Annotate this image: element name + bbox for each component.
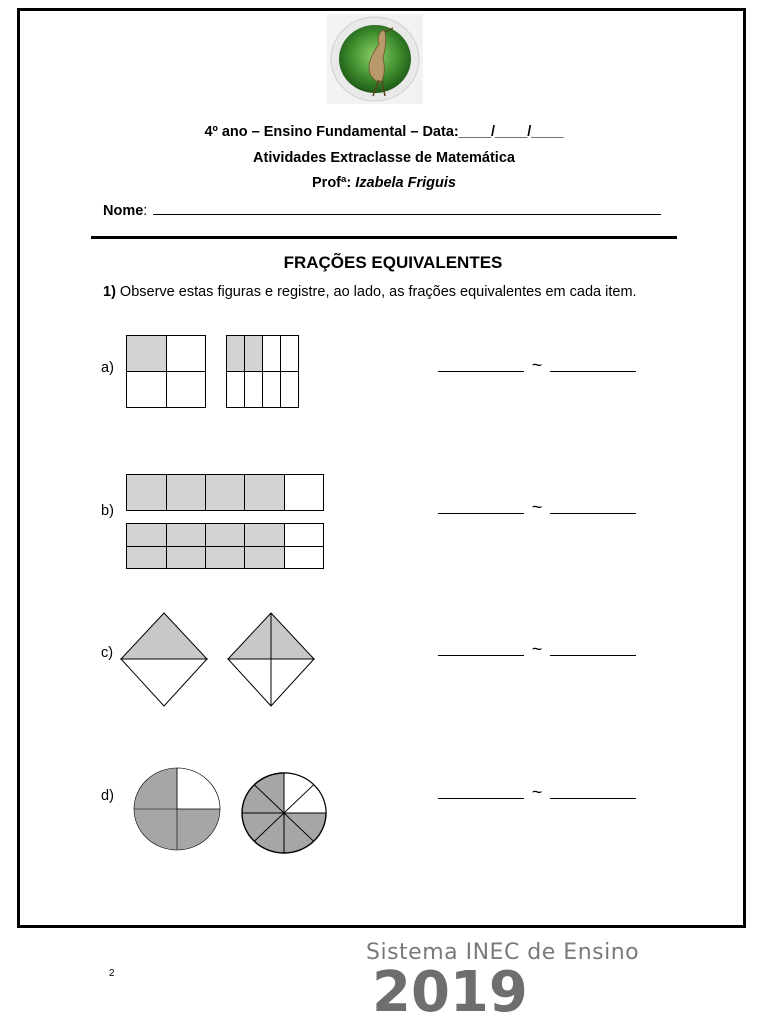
item-a-label: a) bbox=[101, 360, 114, 376]
question-text: Observe estas figuras e registre, ao lado, as frações equivalentes em cada item. bbox=[115, 284, 637, 300]
name-blank-line[interactable] bbox=[153, 200, 661, 215]
header-separator bbox=[91, 236, 677, 239]
figure-d bbox=[133, 767, 333, 857]
section-title: FRAÇÕES EQUIVALENTES bbox=[283, 253, 503, 272]
question-number: 1) bbox=[103, 284, 116, 300]
figure-c bbox=[120, 612, 320, 708]
figure-d-circle-eighths bbox=[242, 773, 326, 853]
page-frame bbox=[17, 8, 746, 928]
teacher-name: Izabela Friguis bbox=[355, 175, 456, 191]
item-d-blank-left[interactable] bbox=[438, 786, 524, 799]
school-logo bbox=[327, 14, 423, 104]
item-d-label: d) bbox=[101, 788, 114, 804]
figure-d-circle-quarters bbox=[134, 768, 220, 850]
activity-title: Atividades Extraclasse de Matemática bbox=[253, 150, 515, 166]
item-c-blank-right[interactable] bbox=[550, 643, 636, 656]
item-b-blank-right[interactable] bbox=[550, 501, 636, 514]
teacher-label: Profª: bbox=[312, 175, 356, 191]
figure-b bbox=[126, 474, 326, 570]
item-c-label: c) bbox=[101, 645, 114, 661]
footer-year: 2019 bbox=[372, 960, 528, 1025]
item-d-relation: ~ bbox=[531, 782, 543, 802]
item-b-answer bbox=[438, 497, 636, 517]
item-a-relation: ~ bbox=[531, 355, 543, 375]
teacher-line bbox=[0, 175, 768, 191]
item-d-blank-right[interactable] bbox=[550, 786, 636, 799]
figure-c-diamond-quarters bbox=[228, 613, 314, 706]
item-a-blank-left[interactable] bbox=[438, 359, 524, 372]
figure-a-square-eighths bbox=[227, 336, 299, 408]
footer-brand: Sistema INEC de Ensino bbox=[366, 940, 640, 965]
item-a-blank-right[interactable] bbox=[550, 359, 636, 372]
figure-a-square-quarters bbox=[127, 336, 206, 408]
figure-a bbox=[126, 335, 326, 411]
name-colon: : bbox=[143, 203, 148, 219]
item-c-blank-left[interactable] bbox=[438, 643, 524, 656]
item-c-answer bbox=[438, 639, 636, 659]
item-c-relation: ~ bbox=[531, 639, 543, 659]
name-label: Nome bbox=[103, 203, 144, 219]
figure-b-bar-tenths bbox=[127, 524, 324, 569]
page-number: 2 bbox=[109, 968, 115, 979]
item-b-relation: ~ bbox=[531, 497, 543, 517]
item-b-label: b) bbox=[101, 503, 114, 519]
item-d-answer bbox=[438, 782, 636, 802]
grade-date-line: 4º ano – Ensino Fundamental – Data:____/____/____ bbox=[204, 124, 564, 140]
student-name-field[interactable] bbox=[103, 200, 661, 219]
question-1 bbox=[103, 284, 637, 300]
item-b-blank-left[interactable] bbox=[438, 501, 524, 514]
item-a-answer bbox=[438, 355, 636, 375]
figure-c-diamond-halves bbox=[121, 613, 207, 706]
figure-b-bar-fifths bbox=[127, 475, 324, 511]
